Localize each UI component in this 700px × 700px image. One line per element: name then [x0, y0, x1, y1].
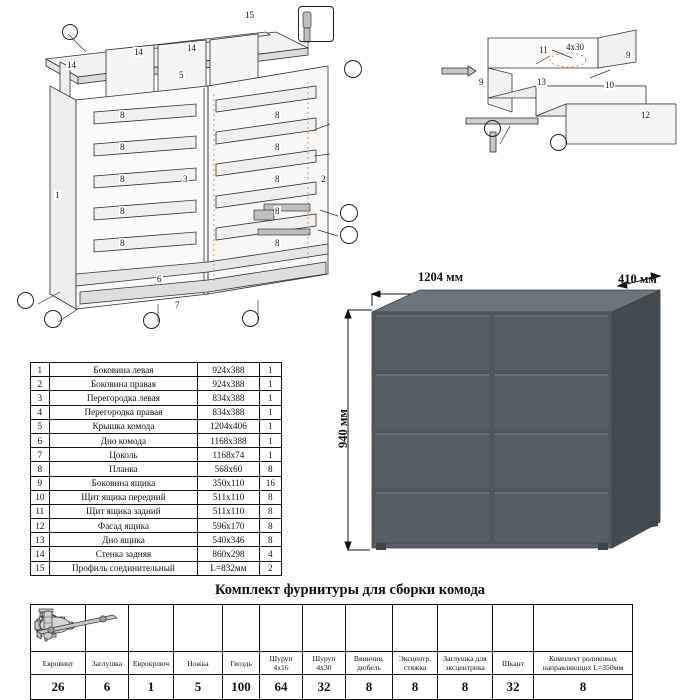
part-label-8-8: 8: [275, 206, 280, 216]
leg-icon: [174, 605, 223, 652]
fitting-name: Евровинт: [31, 652, 86, 675]
screw-4x30-icon: [303, 605, 346, 652]
drawer-label-10: 10: [605, 80, 614, 90]
wood-dowel-icon: [493, 605, 534, 652]
fitting-count: 26: [31, 675, 86, 700]
fittings-icon-row: [31, 605, 633, 652]
drawer-label-11: 11: [539, 45, 548, 55]
fitting-name: Ножка: [174, 652, 223, 675]
table-row: 8 Планка 568х60 8: [31, 462, 282, 476]
table-row: 10 Щит ящика передний 511х110 8: [31, 490, 282, 504]
fitting-name: Шкант: [493, 652, 534, 675]
chest-render: [330, 260, 690, 560]
callout-circle: [298, 6, 334, 42]
fitting-name: Ввинчив. дюбель: [346, 652, 393, 675]
fitting-count: 1: [129, 675, 174, 700]
part-label-8-7: 8: [275, 174, 280, 184]
parts-table: [30, 362, 282, 576]
fitting-name: Комплект роликовых направляющих L=350мм: [534, 652, 633, 675]
part-label-7: 7: [175, 300, 180, 310]
part-label-8-9: 8: [275, 238, 280, 248]
fitting-name: Гвоздь: [223, 652, 260, 675]
table-row: 5 Крышка комода 1204х406 1: [31, 419, 282, 433]
part-label-14c: 14: [187, 43, 196, 53]
dimension-height: 940 мм: [336, 409, 350, 448]
fitting-count: 8: [534, 675, 633, 700]
table-row: 7 Цоколь 1168х74 1: [31, 448, 282, 462]
fittings-names-row: [31, 652, 633, 675]
dimension-depth: 410 мм: [618, 272, 657, 286]
table-row: 11 Щит ящика задний 511х110 8: [31, 504, 282, 518]
fitting-count: 100: [223, 675, 260, 700]
table-row: 15 Профиль соединительный L=832мм 2: [31, 561, 282, 575]
part-label-5: 5: [179, 70, 184, 80]
part-label-2: 2: [321, 174, 326, 184]
table-row: 3 Перегородка левая 834х388 1: [31, 391, 282, 405]
fitting-count: 8: [438, 675, 493, 700]
callout-circle: [550, 134, 567, 151]
fitting-name: Шуруп 4х30: [303, 652, 346, 675]
part-label-14a: 14: [67, 60, 76, 70]
fitting-name: Заглушка для эксцентрика: [438, 652, 493, 675]
fitting-count: 64: [260, 675, 303, 700]
part-label-8-2: 8: [120, 142, 125, 152]
part-label-8-1: 8: [120, 110, 125, 120]
fitting-count: 6: [86, 675, 129, 700]
callout-circle: [17, 292, 34, 309]
fitting-count: 32: [303, 675, 346, 700]
fitting-name: Еврокрлюч: [129, 652, 174, 675]
drawer-label-4x30: 4x30: [566, 42, 584, 52]
part-label-6: 6: [157, 274, 162, 284]
table-row: 9 Боковина ящика 350х110 16: [31, 476, 282, 490]
fittings-title: Комплект фурнитуры для сборки комода: [214, 582, 486, 598]
callout-circle: [484, 120, 501, 137]
table-row: 4 Перегородка правая 834х388 1: [31, 405, 282, 419]
part-label-8-10: 8: [120, 174, 125, 184]
callout-circle: [62, 24, 78, 40]
drawer-label-9a: 9: [626, 50, 631, 60]
table-row: 12 Фасад ящика 596х170 8: [31, 519, 282, 533]
screw-4x16-icon: [260, 605, 303, 652]
fitting-count: 32: [493, 675, 534, 700]
euro-key-icon: [129, 605, 174, 652]
part-label-8-3: 8: [120, 206, 125, 216]
callout-circle: [344, 60, 362, 78]
drawer-slide-icon: [534, 605, 633, 652]
callout-circle: [143, 312, 160, 329]
fitting-count: 8: [393, 675, 438, 700]
cam-cap-icon: [438, 605, 493, 652]
cam-lock-icon: [393, 605, 438, 652]
callout-circle: [340, 226, 358, 244]
table-row: 1 Боковина левая 924х388 1: [31, 363, 282, 377]
part-label-15: 15: [245, 10, 254, 20]
fitting-count: 5: [174, 675, 223, 700]
table-row: 13 Дно ящика 540х346 8: [31, 533, 282, 547]
fitting-name: Эксцентр. стяжка: [393, 652, 438, 675]
callout-circle: [242, 310, 259, 327]
drawer-label-9b: 9: [479, 77, 484, 87]
fittings-counts-row: [31, 675, 633, 700]
callout-circle: [44, 310, 62, 328]
nail-icon: [223, 605, 260, 652]
fitting-name: Шуруп 4х16: [260, 652, 303, 675]
drawer-label-13: 13: [537, 77, 546, 87]
dimension-width: 1204 мм: [418, 270, 464, 284]
part-label-8-4: 8: [120, 238, 125, 248]
part-label-8-5: 8: [275, 110, 280, 120]
part-label-8-6: 8: [275, 142, 280, 152]
table-row: 2 Боковина правая 924х388 1: [31, 377, 282, 391]
fitting-name: Заглушка: [86, 652, 129, 675]
callout-circle: [340, 204, 358, 222]
table-row: 14 Стенка задняя 860х298 4: [31, 547, 282, 561]
table-row: 6 Дно комода 1168х388 1: [31, 433, 282, 447]
fitting-count: 8: [346, 675, 393, 700]
part-label-14b: 14: [134, 47, 143, 57]
part-label-3: 3: [183, 174, 188, 184]
dowel-icon: [346, 605, 393, 652]
part-label-1: 1: [55, 190, 60, 200]
fittings-table: [30, 604, 633, 700]
drawer-label-12: 12: [641, 110, 650, 120]
